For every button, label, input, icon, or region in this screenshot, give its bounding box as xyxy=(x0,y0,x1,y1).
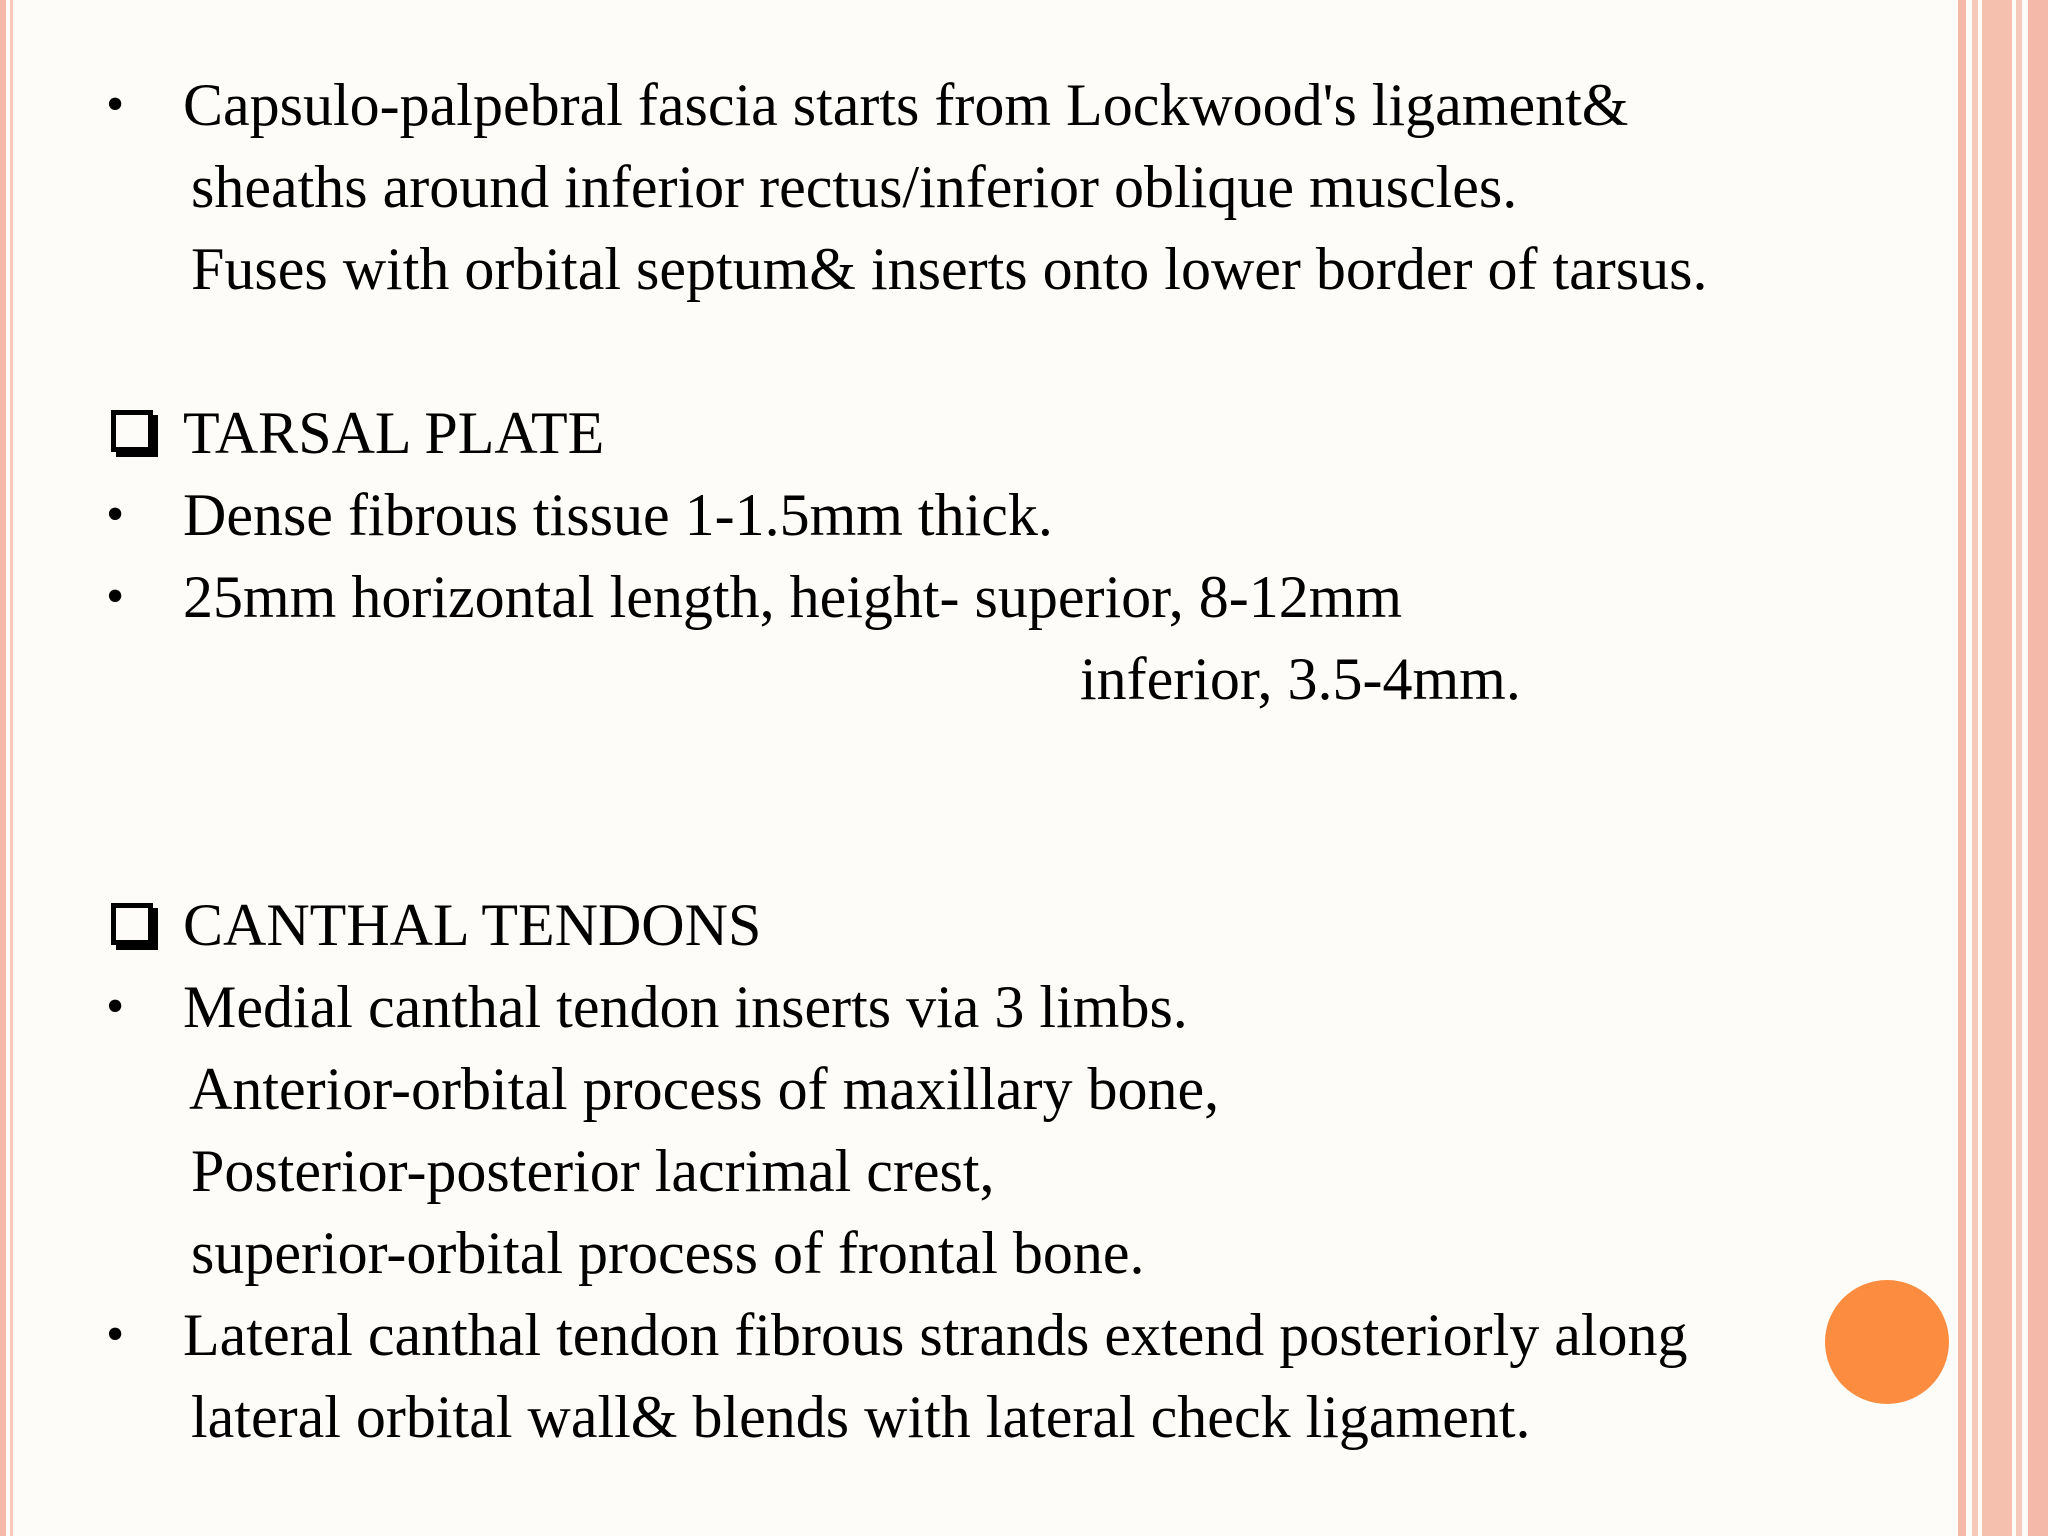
right-border-stripe xyxy=(1958,0,1966,1536)
canthal-item-1-line-4: superior-orbital process of frontal bone. xyxy=(191,1220,1145,1286)
orange-dot xyxy=(1825,1280,1949,1404)
canthal-item-1-line-3: Posterior-posterior lacrimal crest, xyxy=(191,1138,995,1204)
fascia-line-2: sheaths around inferior rectus/inferior oblique muscles. xyxy=(191,154,1518,220)
fascia-line-1: Capsulo-palpebral fascia starts from Lockwood's ligament& xyxy=(183,72,1629,138)
right-border-stripe xyxy=(2016,0,2022,1536)
fascia-line-3: Fuses with orbital septum& inserts onto lower border of tarsus. xyxy=(191,236,1708,302)
checkbox-bullet-icon xyxy=(111,410,153,452)
bullet-icon: • xyxy=(106,978,125,1035)
canthal-item-2-line-1: Lateral canthal tendon fibrous strands extend posteriorly along xyxy=(183,1302,1688,1368)
bullet-icon: • xyxy=(106,568,125,625)
bullet-icon: • xyxy=(106,76,125,133)
canthal-item-1-line-2: Anterior-orbital process of maxillary bone, xyxy=(189,1056,1220,1122)
canthal-heading: CANTHAL TENDONS xyxy=(183,892,762,958)
right-border-stripe xyxy=(1982,0,2012,1536)
left-border-stripe-thin xyxy=(10,0,13,1536)
tarsal-heading: TARSAL PLATE xyxy=(183,400,605,466)
tarsal-item-1: Dense fibrous tissue 1-1.5mm thick. xyxy=(183,482,1053,548)
right-border-stripe xyxy=(1972,0,1978,1536)
tarsal-item-2-line-1: 25mm horizontal length, height- superior, 8-12mm xyxy=(183,564,1403,630)
canthal-item-1-line-1: Medial canthal tendon inserts via 3 limbs. xyxy=(183,974,1188,1040)
bullet-icon: • xyxy=(106,1306,125,1363)
left-border-stripe xyxy=(0,0,6,1536)
canthal-item-2-line-2: lateral orbital wall& blends with lateral check ligament. xyxy=(191,1384,1531,1450)
checkbox-bullet-icon xyxy=(111,903,153,945)
right-border-stripe xyxy=(2028,0,2048,1536)
tarsal-item-2-line-2: inferior, 3.5-4mm. xyxy=(1080,646,1521,712)
bullet-icon: • xyxy=(106,486,125,543)
